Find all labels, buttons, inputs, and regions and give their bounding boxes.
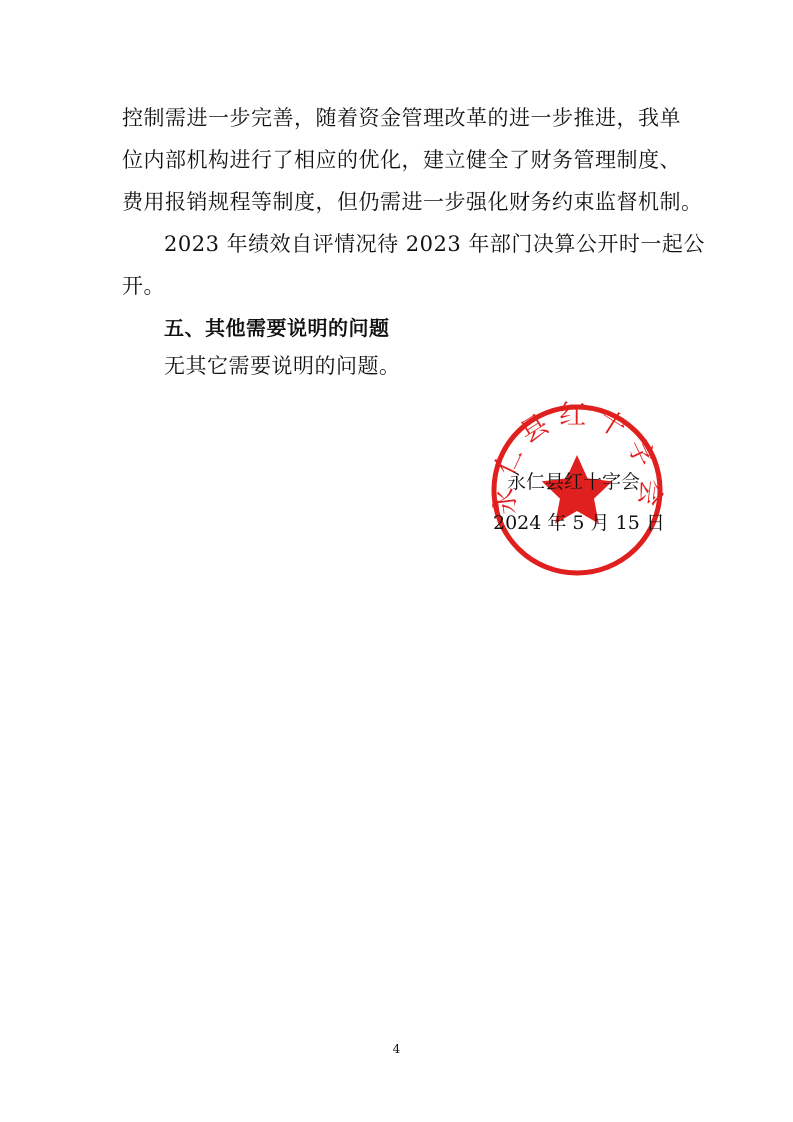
signature-date: 2024 年 5 月 15 日 [493, 512, 665, 534]
paragraph1-line3: 费用报销规程等制度，但仍需进一步强化财务约束监督机制。 [122, 190, 703, 214]
paragraph1-line1: 控制需进一步完善，随着资金管理改革的进一步推进，我单 [122, 106, 681, 130]
section-text: 无其它需要说明的问题。 [164, 354, 401, 378]
section-heading: 五、其他需要说明的问题 [164, 316, 390, 340]
page-number: 4 [392, 1042, 401, 1056]
paragraph1-line2: 位内部机构进行了相应的优化，建立健全了财务管理制度、 [122, 148, 681, 172]
seal-text: 永仁县红十字会 [487, 400, 667, 517]
signature-organization: 永仁县红十字会 [507, 471, 641, 493]
paragraph2-line1: 2023 年绩效自评情况待 2023 年部门决算公开时一起公 [164, 232, 705, 256]
paragraph2-line2: 开。 [122, 274, 165, 298]
